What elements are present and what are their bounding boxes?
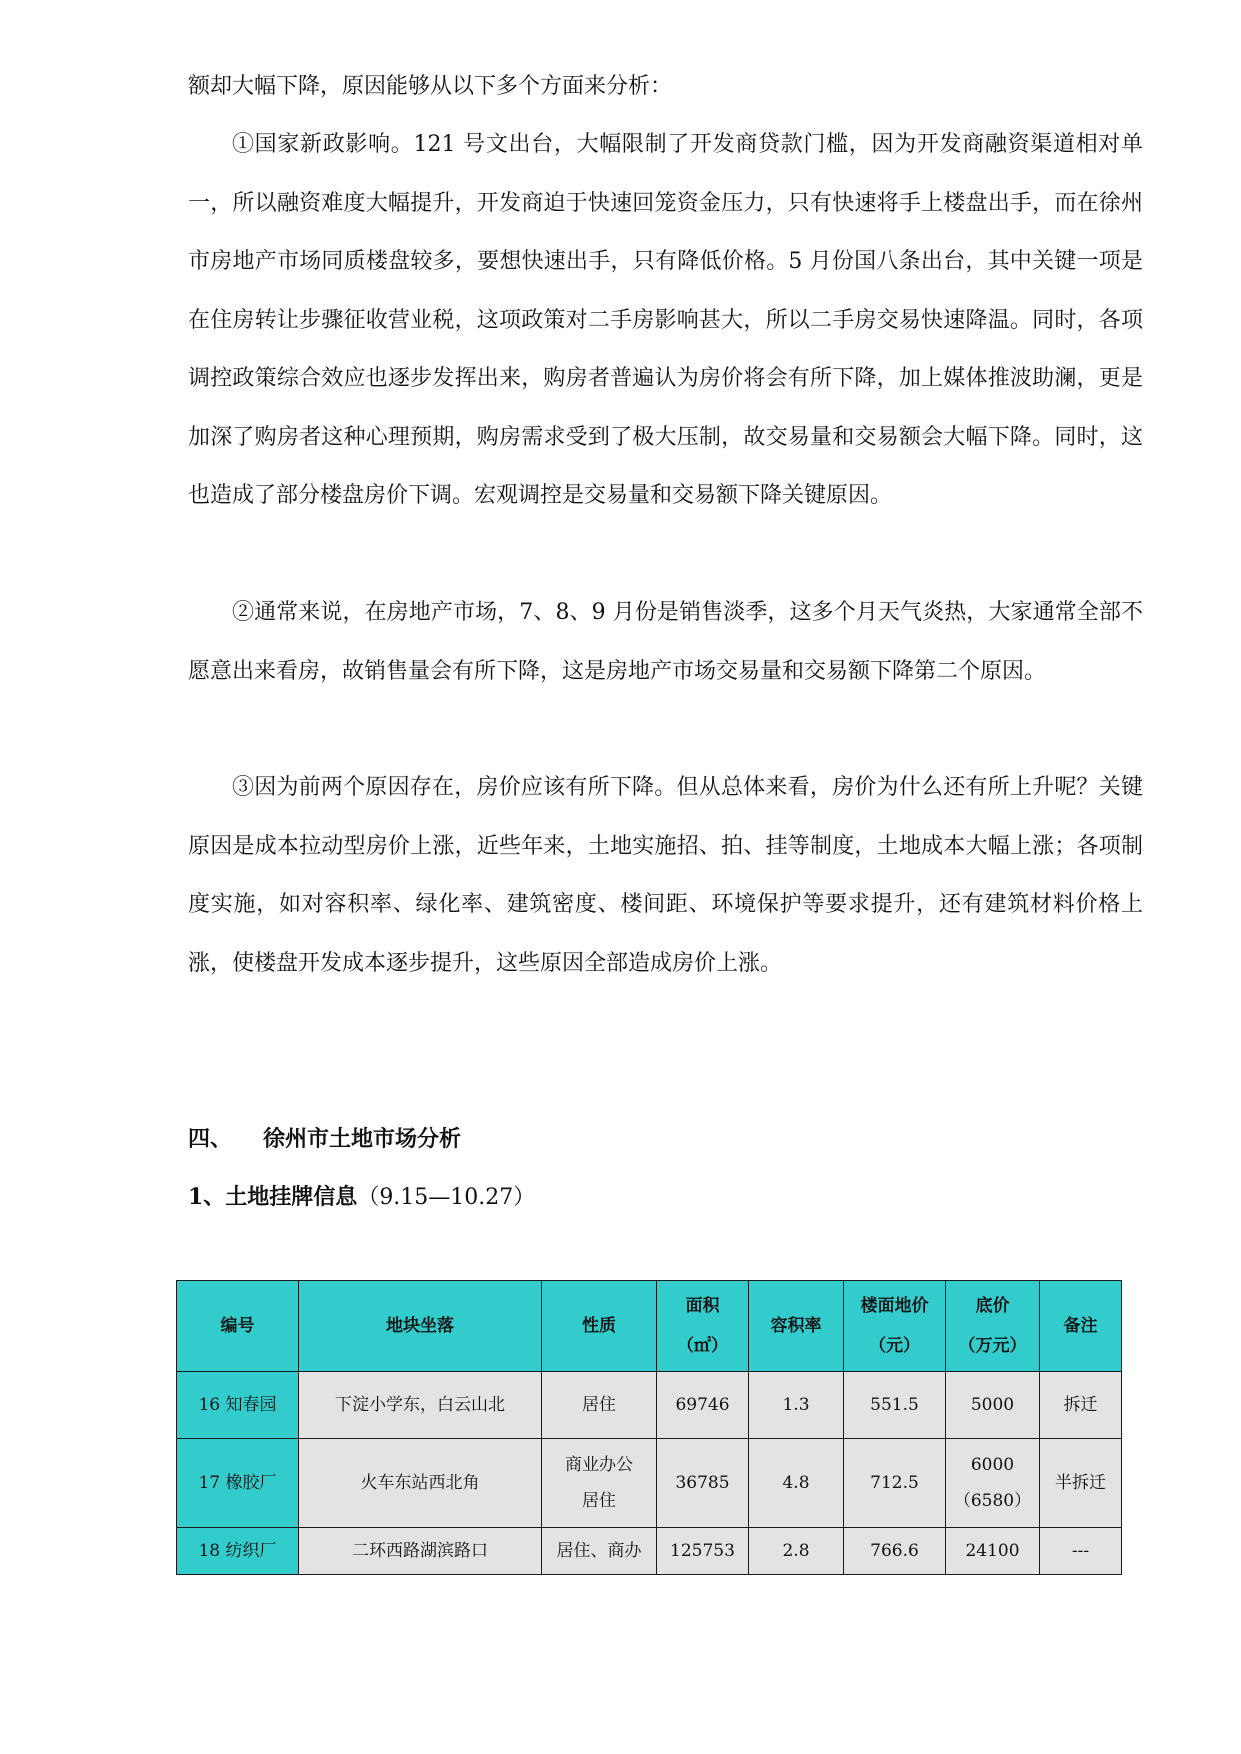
header-area: 面积 （㎡） bbox=[657, 1281, 749, 1372]
section-number: 四、 bbox=[188, 1126, 233, 1152]
cell-location: 下淀小学东，白云山北 bbox=[299, 1372, 542, 1439]
cell-note: 半拆迁 bbox=[1040, 1439, 1122, 1528]
paragraph-reason-3 bbox=[188, 759, 1143, 993]
header-nature: 性质 bbox=[542, 1281, 657, 1372]
header-base-price: 底价 （万元） bbox=[946, 1281, 1040, 1372]
cell-note: --- bbox=[1040, 1528, 1122, 1575]
paragraph-text: ①国家新政影响。121 号文出台，大幅限制了开发商贷款门槛，因为开发商融资渠道相对单一，所以融资难度大幅提升，开发商迫于快速回笼资金压力，只有快速将手上楼盘出手，而在徐州市房地产市场同质楼盘较多，要想快速出手，只有降低价格。5 月份国八条出台，其中关键一项是在住房转让步骤征收营业税，这项政策对二手房影响甚大，所以二手房交易快速降温。同时，各项调控政策综合效应也逐步发挥出来，购房者普遍认为房价将会有所下降，加上媒体推波助澜，更是加深了购房者这种心理预期，购房需求受到了极大压制，故交易量和交易额会大幅下降。同时，这也造成了部分楼盘房价下调。宏观调控是交易量和交易额下降关键原因。 bbox=[188, 132, 1143, 508]
section-heading bbox=[188, 1122, 461, 1153]
cell-far: 2.8 bbox=[749, 1528, 844, 1575]
table-header-row bbox=[177, 1281, 1122, 1372]
paragraph-text: ③因为前两个原因存在，房价应该有所下降。但从总体来看，房价为什么还有所上升呢？关键原因是成本拉动型房价上涨，近些年来，土地实施招、拍、挂等制度，土地成本大幅上涨；各项制度实施，如对容积率、绿化率、建筑密度、楼间距、环境保护等要求提升，还有建筑材料价格上涨，使楼盘开发成本逐步提升，这些原因全部造成房价上涨。 bbox=[188, 775, 1143, 976]
paragraph-text: ②通常来说，在房地产市场，7、8、9 月份是销售淡季，这多个月天气炎热，大家通常全部不愿意出来看房，故销售量会有所下降，这是房地产市场交易量和交易额下降第二个原因。 bbox=[188, 600, 1143, 684]
cell-nature: 居住 bbox=[542, 1372, 657, 1439]
subsection-title: 1、土地挂牌信息 bbox=[188, 1184, 358, 1210]
land-listing-table bbox=[176, 1280, 1122, 1575]
cell-base-price: 6000 （6580） bbox=[946, 1439, 1040, 1528]
paragraph-continuation bbox=[188, 58, 1143, 117]
cell-note: 拆迁 bbox=[1040, 1372, 1122, 1439]
cell-area: 69746 bbox=[657, 1372, 749, 1439]
table-row bbox=[177, 1439, 1122, 1528]
header-far: 容积率 bbox=[749, 1281, 844, 1372]
table-row bbox=[177, 1528, 1122, 1575]
cell-area: 125753 bbox=[657, 1528, 749, 1575]
cell-id: 18 纺织厂 bbox=[177, 1528, 299, 1575]
cell-location: 二环西路湖滨路口 bbox=[299, 1528, 542, 1575]
table-row bbox=[177, 1372, 1122, 1439]
cell-floor-price: 766.6 bbox=[844, 1528, 946, 1575]
cell-area: 36785 bbox=[657, 1439, 749, 1528]
subsection-date-range: （9.15—10.27） bbox=[357, 1185, 536, 1210]
cell-far: 1.3 bbox=[749, 1372, 844, 1439]
cell-id: 17 橡胶厂 bbox=[177, 1439, 299, 1528]
cell-floor-price: 551.5 bbox=[844, 1372, 946, 1439]
cell-far: 4.8 bbox=[749, 1439, 844, 1528]
header-note: 备注 bbox=[1040, 1281, 1122, 1372]
section-title: 徐州市土地市场分析 bbox=[263, 1126, 462, 1152]
subsection-heading bbox=[188, 1180, 535, 1211]
cell-base-price: 24100 bbox=[946, 1528, 1040, 1575]
cell-floor-price: 712.5 bbox=[844, 1439, 946, 1528]
paragraph-text: 额却大幅下降，原因能够从以下多个方面来分析： bbox=[188, 74, 673, 99]
cell-nature: 商业办公 居住 bbox=[542, 1439, 657, 1528]
cell-nature: 居住、商办 bbox=[542, 1528, 657, 1575]
paragraph-reason-1 bbox=[188, 116, 1143, 526]
paragraph-reason-2 bbox=[188, 584, 1143, 701]
header-id: 编号 bbox=[177, 1281, 299, 1372]
header-location: 地块坐落 bbox=[299, 1281, 542, 1372]
cell-id: 16 知春园 bbox=[177, 1372, 299, 1439]
cell-base-price: 5000 bbox=[946, 1372, 1040, 1439]
header-floor-price: 楼面地价 （元） bbox=[844, 1281, 946, 1372]
cell-location: 火车东站西北角 bbox=[299, 1439, 542, 1528]
